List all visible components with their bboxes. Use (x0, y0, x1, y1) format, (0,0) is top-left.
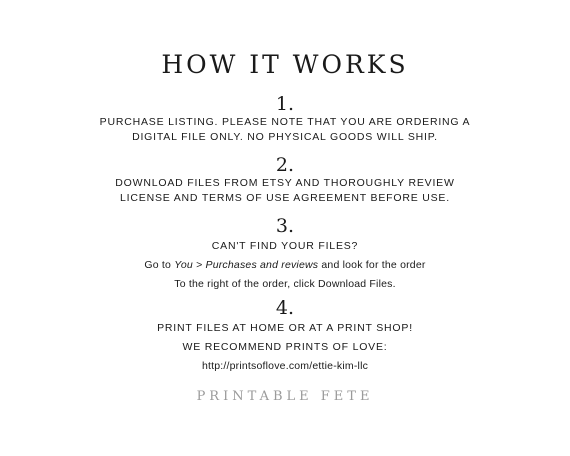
step-heading: CAN'T FIND YOUR FILES? (211, 240, 359, 252)
step-text-line: To the right of the order, click Download Files. (174, 278, 396, 290)
step-text-line (0, 256, 570, 275)
step-number: 3. (275, 215, 295, 237)
page-title: HOW IT WORKS (161, 50, 409, 79)
step-text-line: DOWNLOAD FILES FROM ETSY AND THOROUGHLY REVIEW (115, 177, 455, 189)
purchases-path: You > Purchases and reviews (174, 259, 319, 271)
step-text-line: DIGITAL FILE ONLY. NO PHYSICAL GOODS WILL SHIP. (132, 131, 438, 143)
prints-of-love-link[interactable]: http://printsoflove.com/ettie-kim-llc (201, 360, 369, 372)
step-text-line: PRINT FILES AT HOME OR AT A PRINT SHOP! (157, 322, 413, 334)
brand-wordmark: PRINTABLE FETE (196, 389, 374, 404)
step-text-line: LICENSE AND TERMS OF USE AGREEMENT BEFORE USE. (120, 192, 450, 204)
step-4 (0, 297, 570, 376)
step-text-line: PURCHASE LISTING. PLEASE NOTE THAT YOU ARE ORDERING A (99, 116, 471, 128)
step-text-suffix: and look for the order (318, 259, 426, 271)
step-1 (0, 93, 570, 145)
step-3 (0, 215, 570, 294)
step-number: 2. (275, 154, 295, 176)
step-number: 4. (275, 297, 295, 319)
step-2 (0, 154, 570, 206)
step-text-line: WE RECOMMEND PRINTS OF LOVE: (182, 341, 388, 353)
step-number: 1. (275, 93, 295, 115)
step-text-prefix: Go to (144, 259, 175, 271)
